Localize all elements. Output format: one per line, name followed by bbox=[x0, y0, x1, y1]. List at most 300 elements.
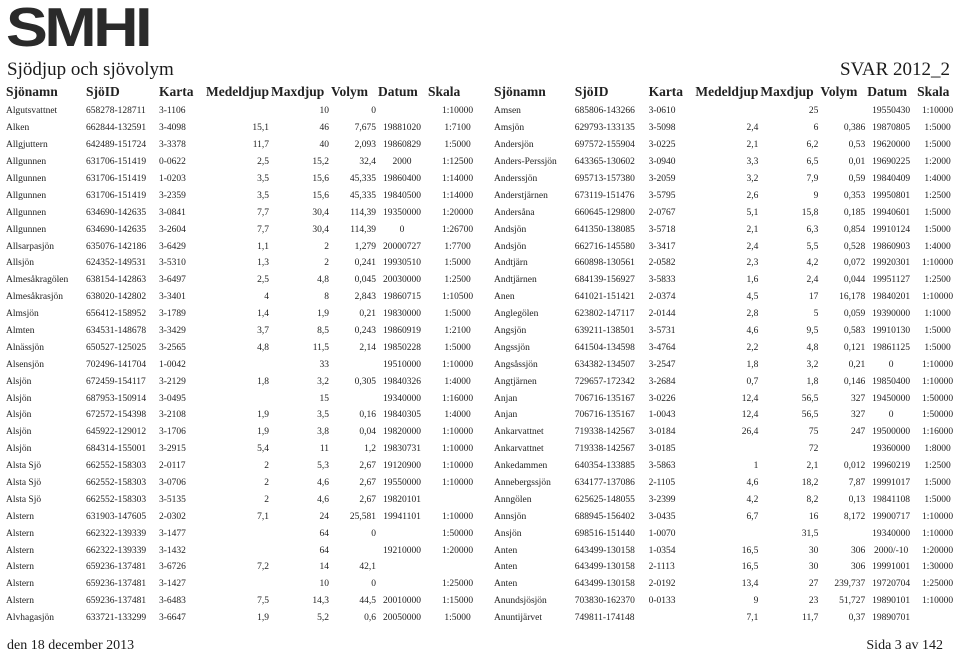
cell-volym: 0 bbox=[371, 528, 377, 539]
cell-medeldjup bbox=[694, 525, 759, 542]
cell-sjoid: 673119-151476 bbox=[574, 190, 635, 201]
footer-page-number: Sida 3 av 142 bbox=[866, 638, 943, 653]
table-row bbox=[493, 204, 959, 221]
cell-datum bbox=[377, 576, 427, 593]
cell-skala: 1:16000 bbox=[921, 427, 954, 438]
cell-karta: 3-5098 bbox=[648, 123, 676, 134]
table-row bbox=[5, 373, 488, 390]
cell-maxdjup: 72 bbox=[808, 444, 819, 455]
cell-volym: 42,1 bbox=[359, 562, 377, 573]
cell-sjoid: 660645-129800 bbox=[574, 207, 635, 218]
cell-medeldjup: 3,5 bbox=[257, 190, 270, 201]
cell-sjoid: 650527-125025 bbox=[86, 342, 147, 353]
cell-maxdjup: 18,2 bbox=[801, 478, 819, 489]
cell-medeldjup: 4 bbox=[264, 292, 270, 303]
cell-maxdjup: 8 bbox=[324, 292, 330, 303]
cell-karta: 3-5795 bbox=[648, 190, 676, 201]
cell-sjoid: 631706-151419 bbox=[86, 157, 147, 168]
table-row bbox=[493, 187, 959, 204]
cell-medeldjup bbox=[205, 525, 270, 542]
cell-datum: 19500000 bbox=[872, 427, 911, 438]
cell-sjoid: 687953-150914 bbox=[86, 393, 147, 404]
cell-maxdjup: 64 bbox=[319, 528, 330, 539]
cell-sjoid: 659236-137481 bbox=[86, 596, 147, 607]
document-title: Sjödjup och sjövolym bbox=[7, 59, 174, 80]
cell-karta: 3-2059 bbox=[648, 174, 676, 184]
cell-sjoid: 685806-143266 bbox=[574, 106, 635, 117]
cell-sjonamn: Anderstjärnen bbox=[494, 190, 548, 201]
cell-maxdjup: 56,5 bbox=[801, 410, 819, 421]
cell-medeldjup: 7,2 bbox=[257, 562, 270, 573]
cell-medeldjup: 5,4 bbox=[257, 444, 270, 455]
cell-karta: 3-0435 bbox=[648, 511, 676, 522]
cell-karta: 3-2604 bbox=[159, 224, 186, 235]
cell-volym: 2,67 bbox=[359, 494, 377, 505]
cell-skala: 1:5000 bbox=[444, 613, 471, 624]
cell-maxdjup: 4,8 bbox=[317, 275, 330, 286]
cell-datum: 19820000 bbox=[383, 427, 422, 438]
cell-volym bbox=[819, 441, 866, 458]
cell-volym: 0,16 bbox=[359, 410, 377, 421]
table-row bbox=[493, 154, 959, 171]
cell-sjoid: 624352-149531 bbox=[86, 258, 147, 269]
cell-sjoid: 638154-142863 bbox=[86, 275, 147, 286]
cell-datum: 19840201 bbox=[872, 292, 911, 303]
cell-skala: 1:50000 bbox=[441, 528, 474, 539]
cell-maxdjup: 5 bbox=[813, 309, 819, 320]
cell-volym: 0,37 bbox=[848, 613, 866, 624]
cell-skala: 1:26700 bbox=[441, 224, 474, 235]
cell-skala: 1:10000 bbox=[921, 106, 954, 117]
cell-datum: 19841108 bbox=[872, 494, 910, 505]
col-header-datum: Datum bbox=[378, 84, 418, 99]
cell-medeldjup: 2,6 bbox=[746, 190, 759, 201]
cell-sjonamn: Amsjön bbox=[494, 123, 525, 134]
cell-karta: 2-1113 bbox=[648, 562, 675, 573]
cell-volym: 327 bbox=[850, 393, 866, 404]
cell-karta: 3-2915 bbox=[159, 444, 186, 455]
cell-skala: 1:2500 bbox=[924, 461, 951, 472]
cell-maxdjup: 14,3 bbox=[312, 596, 330, 607]
cell-medeldjup: 3,5 bbox=[257, 174, 270, 184]
cell-sjonamn: Anten bbox=[494, 579, 518, 590]
cell-skala: 1:4000 bbox=[444, 376, 471, 387]
cell-karta: 3-0841 bbox=[159, 207, 186, 218]
cell-karta: 3-2399 bbox=[648, 494, 676, 505]
cell-volym: 7,87 bbox=[848, 478, 866, 489]
cell-sjoid: 697572-155904 bbox=[574, 140, 635, 151]
cell-sjoid: 688945-156402 bbox=[574, 511, 635, 522]
cell-volym: 45,335 bbox=[349, 190, 377, 201]
cell-skala: 1:7700 bbox=[444, 241, 471, 252]
table-row bbox=[5, 508, 488, 525]
cell-maxdjup: 5,5 bbox=[806, 241, 819, 252]
cell-maxdjup: 4,8 bbox=[806, 342, 819, 353]
cell-karta: 3-4098 bbox=[159, 123, 186, 134]
cell-medeldjup: 7,1 bbox=[257, 511, 270, 522]
cell-karta bbox=[648, 610, 695, 627]
cell-karta: 3-1789 bbox=[159, 309, 186, 320]
cell-datum: 19850400 bbox=[872, 376, 911, 387]
cell-medeldjup: 2,1 bbox=[746, 224, 759, 235]
cell-datum: 20000727 bbox=[383, 241, 422, 252]
table-row bbox=[5, 306, 488, 323]
cell-datum: 19120900 bbox=[383, 461, 422, 472]
cell-sjonamn: Andsjön bbox=[494, 224, 527, 235]
cell-maxdjup: 56,5 bbox=[801, 393, 819, 404]
cell-karta: 1-0043 bbox=[648, 410, 676, 421]
cell-datum: 19620000 bbox=[872, 140, 911, 151]
cell-volym bbox=[330, 390, 377, 407]
cell-medeldjup: 2 bbox=[264, 461, 270, 472]
cell-medeldjup: 1,8 bbox=[746, 359, 759, 370]
cell-datum: 19840409 bbox=[872, 174, 911, 184]
cell-karta: 3-5310 bbox=[159, 258, 186, 269]
cell-maxdjup: 2 bbox=[324, 241, 330, 252]
cell-volym: 1,2 bbox=[364, 444, 377, 455]
cell-medeldjup: 16,5 bbox=[741, 545, 759, 556]
table-row bbox=[5, 339, 488, 356]
cell-volym: 0,353 bbox=[843, 190, 866, 201]
cell-maxdjup: 6,3 bbox=[806, 224, 819, 235]
cell-sjonamn: Anglegölen bbox=[494, 309, 539, 320]
cell-sjoid: 635076-142186 bbox=[86, 241, 147, 252]
cell-karta: 3-0226 bbox=[648, 393, 676, 404]
cell-datum: 19950801 bbox=[872, 190, 911, 201]
cell-karta: 3-3429 bbox=[159, 326, 186, 337]
cell-karta: 3-6483 bbox=[159, 596, 186, 607]
table-row bbox=[5, 407, 488, 424]
cell-maxdjup: 11,7 bbox=[802, 613, 819, 624]
cell-datum: 19360000 bbox=[872, 444, 911, 455]
cell-sjonamn: Alstern bbox=[6, 596, 34, 607]
cell-volym: 2,67 bbox=[359, 461, 377, 472]
cell-volym: 2,093 bbox=[354, 140, 377, 151]
cell-maxdjup: 11,5 bbox=[312, 342, 330, 353]
table-row bbox=[5, 576, 488, 593]
cell-medeldjup: 6,7 bbox=[746, 511, 759, 522]
cell-datum: 19910130 bbox=[872, 326, 911, 337]
cell-sjonamn: Almesåkragölen bbox=[6, 275, 69, 286]
cell-sjoid: 659236-137481 bbox=[86, 579, 147, 590]
cell-sjonamn: Alstern bbox=[6, 562, 34, 573]
cell-volym: 0 bbox=[371, 579, 377, 590]
cell-medeldjup: 26,4 bbox=[741, 427, 759, 438]
cell-volym: 7,675 bbox=[354, 123, 377, 134]
cell-sjonamn: Alsta Sjö bbox=[6, 461, 42, 472]
cell-medeldjup: 2,8 bbox=[746, 309, 759, 320]
cell-volym: 306 bbox=[850, 562, 866, 573]
cell-sjonamn: Allgjuttern bbox=[6, 140, 48, 151]
table-row bbox=[493, 289, 959, 306]
cell-datum: 19510000 bbox=[383, 359, 422, 370]
cell-medeldjup: 2,5 bbox=[257, 157, 270, 168]
cell-datum: 19900717 bbox=[872, 511, 911, 522]
cell-sjoid: 719338-142567 bbox=[574, 427, 635, 438]
cell-karta: 3-2108 bbox=[159, 410, 186, 421]
cell-volym: 45,335 bbox=[349, 174, 377, 184]
cell-karta: 2-0582 bbox=[648, 258, 676, 269]
cell-skala: 1:2500 bbox=[924, 190, 951, 201]
cell-volym: 306 bbox=[850, 545, 866, 556]
cell-sjonamn: Anten bbox=[494, 545, 518, 556]
cell-karta: 3-5731 bbox=[648, 326, 676, 337]
cell-karta: 2-0144 bbox=[648, 309, 676, 320]
cell-datum: 19890701 bbox=[872, 613, 911, 624]
cell-medeldjup: 9 bbox=[753, 596, 759, 607]
table-row bbox=[493, 373, 959, 390]
cell-medeldjup: 13,4 bbox=[741, 579, 759, 590]
cell-volym: 8,172 bbox=[843, 511, 866, 522]
cell-maxdjup: 15 bbox=[319, 393, 330, 404]
table-row bbox=[493, 441, 959, 458]
cell-karta: 2-0374 bbox=[648, 292, 676, 303]
lake-table-left bbox=[5, 81, 488, 627]
cell-sjonamn: Alsensjön bbox=[6, 359, 44, 370]
table-row bbox=[5, 559, 488, 576]
cell-datum: 19860715 bbox=[383, 292, 422, 303]
cell-maxdjup: 6,2 bbox=[806, 140, 819, 151]
cell-sjonamn: Anderssjön bbox=[494, 174, 538, 184]
cell-medeldjup: 15,1 bbox=[252, 123, 270, 134]
cell-skala: 1:10000 bbox=[921, 292, 954, 303]
table-row bbox=[5, 356, 488, 373]
cell-sjoid: 684314-155001 bbox=[86, 444, 147, 455]
cell-medeldjup: 4,2 bbox=[746, 494, 759, 505]
col-header-medeldjup: Medeldjup bbox=[206, 84, 270, 99]
cell-sjonamn: Alvhagasjön bbox=[6, 613, 55, 624]
smhi-logo: SMHI bbox=[6, 0, 150, 58]
cell-volym: 114,39 bbox=[350, 207, 377, 218]
cell-sjoid: 638020-142802 bbox=[86, 292, 147, 303]
cell-volym: 0,13 bbox=[848, 494, 866, 505]
cell-skala: 1:4000 bbox=[924, 174, 951, 184]
col-header-karta: Karta bbox=[159, 84, 194, 99]
cell-volym: 0,072 bbox=[843, 258, 866, 269]
cell-skala: 1:4000 bbox=[924, 241, 951, 252]
cell-datum: 19991017 bbox=[872, 478, 911, 489]
cell-maxdjup: 10 bbox=[319, 579, 330, 590]
cell-datum: 19870805 bbox=[872, 123, 911, 134]
cell-maxdjup: 2,4 bbox=[806, 275, 819, 286]
cell-sjonamn: Andsjön bbox=[494, 241, 527, 252]
cell-maxdjup: 4,6 bbox=[317, 494, 330, 505]
cell-datum: 19690225 bbox=[872, 157, 911, 168]
cell-volym: 0,04 bbox=[359, 427, 377, 438]
cell-sjoid: 639211-138501 bbox=[574, 326, 635, 337]
cell-skala: 1:20000 bbox=[441, 207, 474, 218]
table-row bbox=[493, 508, 959, 525]
cell-volym: 0,21 bbox=[848, 359, 866, 370]
cell-skala: 1:2100 bbox=[444, 326, 471, 337]
cell-karta: 3-6497 bbox=[159, 275, 186, 286]
cell-volym: 0,305 bbox=[354, 376, 377, 387]
table-row bbox=[493, 238, 959, 255]
table-row bbox=[493, 339, 959, 356]
cell-sjonamn: Ansjön bbox=[494, 528, 522, 539]
cell-maxdjup: 5,2 bbox=[317, 613, 330, 624]
cell-maxdjup: 23 bbox=[808, 596, 819, 607]
table-row bbox=[5, 120, 488, 137]
cell-volym: 25,581 bbox=[349, 511, 377, 522]
cell-maxdjup: 15,8 bbox=[801, 207, 819, 218]
cell-volym bbox=[819, 525, 866, 542]
col-header-maxdjup: Maxdjup bbox=[760, 84, 814, 99]
cell-sjonamn: Algutsvattnet bbox=[6, 106, 58, 117]
cell-medeldjup: 5,1 bbox=[746, 207, 759, 218]
cell-karta: 2-0767 bbox=[648, 207, 676, 218]
cell-medeldjup: 0,7 bbox=[746, 376, 759, 387]
cell-skala: 1:5000 bbox=[444, 140, 471, 151]
cell-volym: 0,012 bbox=[843, 461, 866, 472]
cell-medeldjup: 3,7 bbox=[257, 326, 270, 337]
cell-medeldjup: 2,4 bbox=[746, 123, 759, 134]
cell-volym: 2,14 bbox=[359, 342, 377, 353]
cell-volym: 51,727 bbox=[839, 596, 866, 607]
cell-sjoid: 625625-148055 bbox=[574, 494, 635, 505]
table-row bbox=[493, 221, 959, 238]
cell-karta: 2-1105 bbox=[648, 478, 676, 489]
cell-medeldjup bbox=[694, 103, 759, 120]
cell-volym: 0,243 bbox=[354, 326, 377, 337]
cell-skala bbox=[916, 610, 959, 627]
table-row bbox=[493, 390, 959, 407]
cell-datum: 19860919 bbox=[383, 326, 422, 337]
cell-medeldjup: 1,8 bbox=[257, 376, 270, 387]
cell-sjonamn: Anten bbox=[494, 562, 518, 573]
cell-karta: 1-0070 bbox=[648, 528, 676, 539]
cell-volym: 0,583 bbox=[843, 326, 866, 337]
cell-karta: 3-2547 bbox=[648, 359, 676, 370]
cell-datum: 0 bbox=[888, 359, 894, 370]
cell-maxdjup: 1,9 bbox=[317, 309, 330, 320]
cell-karta: 3-0185 bbox=[648, 444, 676, 455]
cell-karta: 3-1477 bbox=[159, 528, 186, 539]
cell-sjoid: 641350-138085 bbox=[574, 224, 635, 235]
col-header-volym: Volym bbox=[820, 84, 858, 99]
cell-karta: 3-5833 bbox=[648, 275, 676, 286]
cell-karta: 3-0495 bbox=[159, 393, 186, 404]
cell-datum: 19860903 bbox=[872, 241, 911, 252]
cell-datum bbox=[377, 559, 427, 576]
cell-karta: 2-0117 bbox=[159, 461, 186, 472]
table-row bbox=[5, 542, 488, 559]
cell-karta: 3-0184 bbox=[648, 427, 676, 438]
cell-karta: 3-1706 bbox=[159, 427, 186, 438]
cell-sjoid: 634690-142635 bbox=[86, 224, 147, 235]
cell-volym: 0,059 bbox=[843, 309, 866, 320]
cell-sjonamn: Allgunnen bbox=[6, 190, 47, 201]
table-row bbox=[493, 323, 959, 340]
cell-skala: 1:5000 bbox=[924, 494, 951, 505]
cell-sjoid: 672572-154398 bbox=[86, 410, 147, 421]
cell-skala: 1:25000 bbox=[921, 579, 954, 590]
cell-sjoid: 631903-147605 bbox=[86, 511, 147, 522]
cell-skala: 1:2000 bbox=[924, 157, 951, 168]
cell-sjoid: 672459-154117 bbox=[86, 376, 146, 387]
cell-sjonamn: Allsjön bbox=[6, 258, 34, 269]
table-row bbox=[5, 491, 488, 508]
cell-volym: 247 bbox=[850, 427, 866, 438]
cell-sjoid: 623802-147117 bbox=[574, 309, 635, 320]
table-row bbox=[5, 103, 488, 120]
cell-sjonamn: Anuntijärvet bbox=[494, 613, 543, 624]
table-row bbox=[493, 542, 959, 559]
cell-datum: 2000 bbox=[392, 157, 412, 168]
table-row bbox=[493, 137, 959, 154]
cell-sjoid: 641021-151421 bbox=[574, 292, 635, 303]
cell-sjonamn: Alsjön bbox=[6, 376, 32, 387]
cell-volym: 0,21 bbox=[359, 309, 377, 320]
cell-datum: 19390000 bbox=[872, 309, 911, 320]
cell-medeldjup: 1,9 bbox=[257, 410, 270, 421]
cell-datum: 19960219 bbox=[872, 461, 911, 472]
cell-datum: 19820101 bbox=[383, 494, 422, 505]
cell-maxdjup: 6,5 bbox=[806, 157, 819, 168]
table-row bbox=[493, 120, 959, 137]
cell-maxdjup: 8,5 bbox=[317, 326, 330, 337]
cell-medeldjup: 3,2 bbox=[746, 174, 759, 184]
cell-karta: 3-2129 bbox=[159, 376, 186, 387]
cell-maxdjup: 3,2 bbox=[806, 359, 819, 370]
cell-sjoid: 662322-139339 bbox=[86, 545, 147, 556]
cell-medeldjup: 2,2 bbox=[746, 342, 759, 353]
table-row bbox=[5, 289, 488, 306]
table-row bbox=[493, 525, 959, 542]
col-header-datum: Datum bbox=[867, 84, 907, 99]
cell-datum: 19840305 bbox=[383, 410, 422, 421]
cell-datum: 19860400 bbox=[383, 174, 422, 184]
cell-volym: 327 bbox=[850, 410, 866, 421]
cell-sjonamn: Annsjön bbox=[494, 511, 527, 522]
cell-sjoid: 640354-133885 bbox=[574, 461, 635, 472]
cell-datum: 19920301 bbox=[872, 258, 911, 269]
col-header-sjonamn: Sjönamn bbox=[6, 84, 58, 99]
cell-maxdjup: 4,2 bbox=[806, 258, 819, 269]
cell-sjonamn: Andtjärn bbox=[494, 258, 528, 269]
cell-datum: 0 bbox=[888, 410, 894, 421]
cell-medeldjup bbox=[205, 576, 270, 593]
cell-maxdjup: 17 bbox=[808, 292, 819, 303]
cell-medeldjup: 1,4 bbox=[257, 309, 270, 320]
cell-sjonamn: Alstern bbox=[6, 545, 34, 556]
cell-volym: 0,6 bbox=[364, 613, 377, 624]
cell-datum: 20050000 bbox=[383, 613, 422, 624]
cell-karta: 2-0302 bbox=[159, 511, 186, 522]
cell-volym: 2,67 bbox=[359, 478, 377, 489]
table-row bbox=[5, 171, 488, 188]
cell-sjoid: 706716-135167 bbox=[574, 393, 635, 404]
cell-skala: 1:10000 bbox=[441, 478, 474, 489]
cell-datum: 0 bbox=[399, 224, 405, 235]
cell-sjonamn: Anen bbox=[494, 292, 515, 303]
cell-sjonamn: Annebergssjön bbox=[494, 478, 551, 489]
cell-sjoid: 643365-130602 bbox=[574, 157, 635, 168]
cell-sjonamn: Andersjön bbox=[494, 140, 534, 151]
cell-karta: 3-0225 bbox=[648, 140, 676, 151]
cell-skala: 1:50000 bbox=[921, 393, 954, 404]
cell-medeldjup: 4,5 bbox=[746, 292, 759, 303]
cell-medeldjup: 7,7 bbox=[257, 207, 270, 218]
cell-sjonamn: Andtjärnen bbox=[494, 275, 537, 286]
cell-volym: 239,737 bbox=[834, 579, 866, 590]
cell-sjoid: 695713-157380 bbox=[574, 174, 635, 184]
cell-medeldjup: 4,6 bbox=[746, 326, 759, 337]
cell-medeldjup: 4,8 bbox=[257, 342, 270, 353]
cell-medeldjup bbox=[205, 542, 270, 559]
cell-sjoid: 634382-134507 bbox=[574, 359, 635, 370]
cell-datum: 19951127 bbox=[872, 275, 910, 286]
